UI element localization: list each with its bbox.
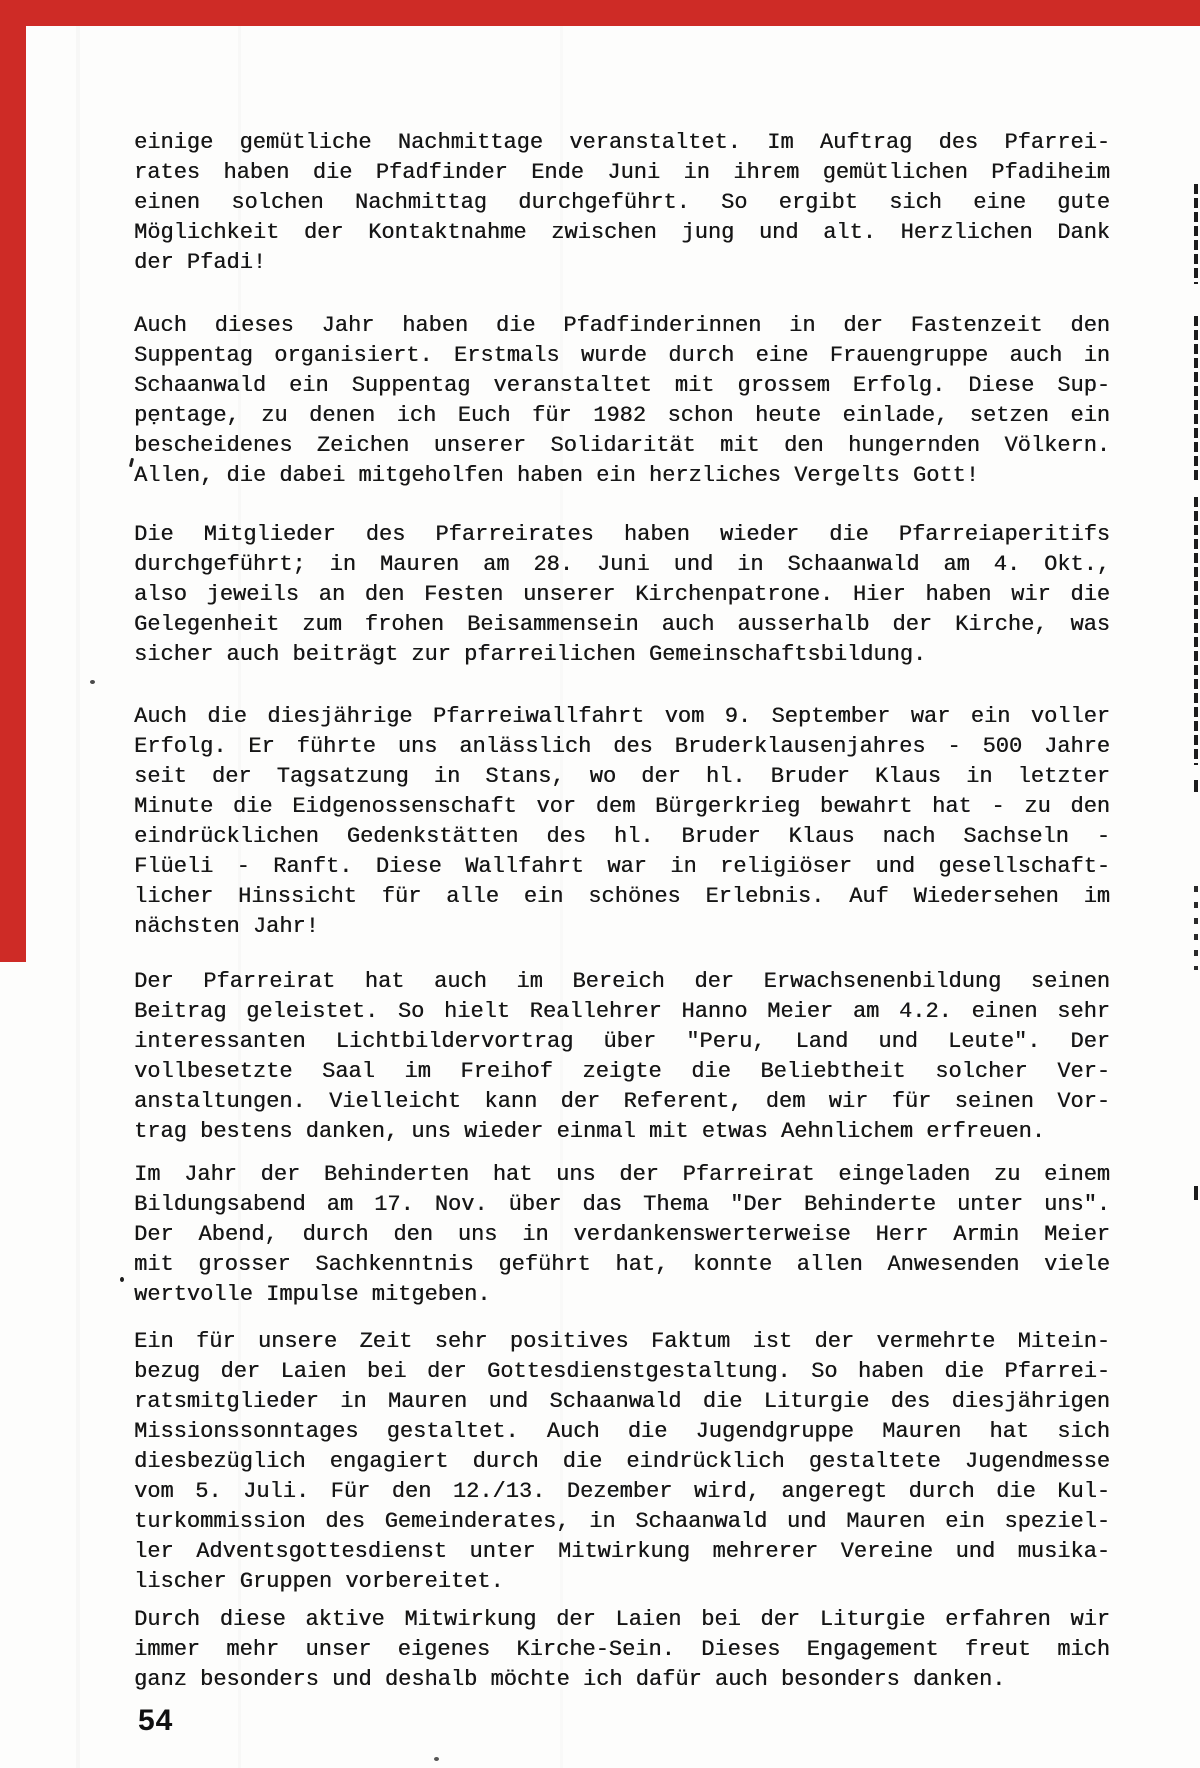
- text-line: vollbesetzte Saal im Freihof zeigte die Beliebtheit solcher Ver-: [134, 1059, 1110, 1084]
- text-line: pẹntage, zu denen ich Euch für 1982 schon heute einlade, setzen ein: [134, 403, 1110, 428]
- text-line: Suppentag organisiert. Erstmals wurde durch eine Frauengruppe auch in: [134, 343, 1110, 368]
- text-line: einige gemütliche Nachmittage veranstaltet. Im Auftrag des Pfarrei-: [134, 130, 1110, 155]
- text-line: der Pfadi!: [134, 250, 267, 275]
- red-scan-edge-top: [0, 0, 1200, 26]
- text-line: bescheidenes Zeichen unserer Solidarität mit den hungernden Völkern.: [134, 433, 1110, 458]
- text-line: Bildungsabend am 17. Nov. über das Thema "Der Behinderte unter uns".: [134, 1192, 1110, 1217]
- text-line: Beitrag geleistet. So hielt Reallehrer Hanno Meier am 4.2. einen sehr: [134, 999, 1110, 1024]
- scan-edge-dashes: [1194, 780, 1198, 792]
- text-line: turkommission des Gemeinderates, in Schaanwald und Mauren ein speziel-: [134, 1509, 1110, 1534]
- scan-speck: [90, 680, 95, 684]
- text-line: sicher auch beiträgt zur pfarreilichen Gemeinschaftsbildung.: [134, 642, 927, 667]
- text-line: Schaanwald ein Suppentag veranstaltet mit grossem Erfolg. Diese Sup-: [134, 373, 1110, 398]
- text-line: einen solchen Nachmittag durchgeführt. So ergibt sich eine gute: [134, 190, 1110, 215]
- page-text-block: [134, 128, 1110, 1695]
- text-line: diesbezüglich engagiert durch die eindrücklich gestaltete Jugendmesse: [134, 1449, 1110, 1474]
- scan-edge-dashes: [1194, 886, 1198, 970]
- paragraph: [134, 520, 1110, 670]
- text-line: interessanten Lichtbildervortrag über "Peru, Land und Leute". Der: [134, 1029, 1110, 1054]
- text-line: lischer Gruppen vorbereitet.: [134, 1569, 504, 1594]
- paragraph: [134, 1327, 1110, 1597]
- text-line: ganz besonders und deshalb möchte ich dafür auch besonders danken.: [134, 1667, 1006, 1692]
- text-line: licher Hinssicht für alle ein schönes Erlebnis. Auf Wiedersehen im: [134, 884, 1110, 909]
- text-line: vom 5. Juli. Für den 12./13. Dezember wird, angeregt durch die Kul-: [134, 1479, 1110, 1504]
- text-line: immer mehr unser eigenes Kirche-Sein. Dieses Engagement freut mich: [134, 1637, 1110, 1662]
- text-line: trag bestens danken, uns wieder einmal mit etwas Aehnlichem erfreuen.: [134, 1119, 1045, 1144]
- scan-edge-dashes: [1194, 184, 1198, 284]
- paragraph: [134, 1605, 1110, 1695]
- scan-edge-dashes: [1194, 497, 1198, 765]
- stray-margin-dot: [120, 1277, 124, 1282]
- text-line: also jeweils an den Festen unserer Kirchenpatrone. Hier haben wir die: [134, 582, 1110, 607]
- text-line: Die Mitglieder des Pfarreirates haben wieder die Pfarreiaperitifs: [134, 522, 1110, 547]
- text-line: Erfolg. Er führte uns anlässlich des Bruderklausenjahres - 500 Jahre: [134, 734, 1110, 759]
- text-line: nächsten Jahr!: [134, 914, 319, 939]
- text-line: Ein für unsere Zeit sehr positives Faktum ist der vermehrte Mitein-: [134, 1329, 1110, 1354]
- text-line: wertvolle Impulse mitgeben.: [134, 1282, 491, 1307]
- text-line: bezug der Laien bei der Gottesdienstgestaltung. So haben die Pfarrei-: [134, 1359, 1110, 1384]
- paragraph: [134, 967, 1110, 1147]
- text-line: Allen, die dabei mitgeholfen haben ein herzliches Vergelts Gott!: [134, 463, 979, 488]
- text-line: rates haben die Pfadfinder Ende Juni in ihrem gemütlichen Pfadiheim: [134, 160, 1110, 185]
- scan-speck: [434, 1757, 439, 1761]
- page-number: 54: [138, 1704, 174, 1737]
- text-line: seit der Tagsatzung in Stans, wo der hl. Bruder Klaus in letzter: [134, 764, 1110, 789]
- text-line: eindrücklichen Gedenkstätten des hl. Bruder Klaus nach Sachseln -: [134, 824, 1110, 849]
- paragraph: [134, 128, 1110, 278]
- text-line: Der Abend, durch den uns in verdankenswerterweise Herr Armin Meier: [134, 1222, 1110, 1247]
- text-line: Der Pfarreirat hat auch im Bereich der Erwachsenenbildung seinen: [134, 969, 1110, 994]
- paragraph: [134, 311, 1110, 491]
- paragraph: [134, 1160, 1110, 1310]
- text-line: ratsmitglieder in Mauren und Schaanwald die Liturgie des diesjährigen: [134, 1389, 1110, 1414]
- scan-edge-dashes: [1194, 1186, 1198, 1200]
- red-scan-edge-left: [0, 0, 26, 962]
- text-line: Durch diese aktive Mitwirkung der Laien bei der Liturgie erfahren wir: [134, 1607, 1110, 1632]
- scan-edge-dashes: [1194, 316, 1198, 480]
- text-line: Möglichkeit der Kontaktnahme zwischen jung und alt. Herzlichen Dank: [134, 220, 1110, 245]
- text-line: mit grosser Sachkenntnis geführt hat, konnte allen Anwesenden viele: [134, 1252, 1110, 1277]
- text-line: Gelegenheit zum frohen Beisammensein auch ausserhalb der Kirche, was: [134, 612, 1110, 637]
- text-line: anstaltungen. Vielleicht kann der Referent, dem wir für seinen Vor-: [134, 1089, 1110, 1114]
- text-line: Minute die Eidgenossenschaft vor dem Bürgerkrieg bewahrt hat - zu den: [134, 794, 1110, 819]
- text-line: Flüeli - Ranft. Diese Wallfahrt war in religiöser und gesellschaft-: [134, 854, 1110, 879]
- paragraph: [134, 702, 1110, 942]
- text-line: durchgeführt; in Mauren am 28. Juni und in Schaanwald am 4. Okt.,: [134, 552, 1110, 577]
- text-line: Auch die diesjährige Pfarreiwallfahrt vom 9. September war ein voller: [134, 704, 1110, 729]
- text-line: Auch dieses Jahr haben die Pfadfinderinnen in der Fastenzeit den: [134, 313, 1110, 338]
- text-line: Im Jahr der Behinderten hat uns der Pfarreirat eingeladen zu einem: [134, 1162, 1110, 1187]
- text-line: Missionssonntages gestaltet. Auch die Jugendgruppe Mauren hat sich: [134, 1419, 1110, 1444]
- text-line: ler Adventsgottesdienst unter Mitwirkung mehrerer Vereine und musika-: [134, 1539, 1110, 1564]
